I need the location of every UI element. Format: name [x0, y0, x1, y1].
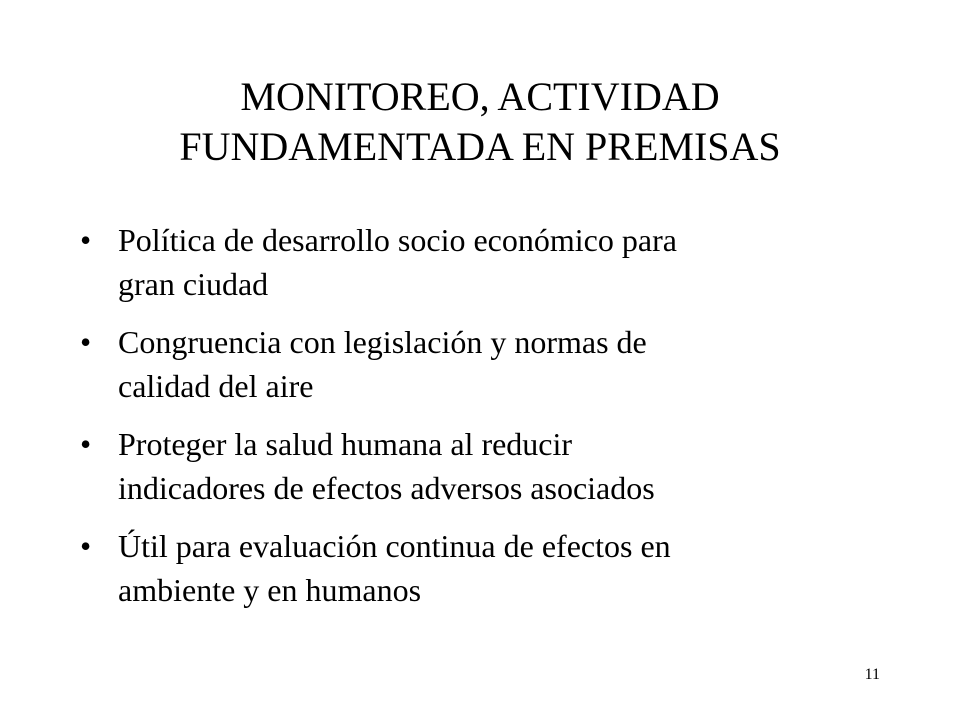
bullet-text-line: Política de desarrollo socio económico para [118, 222, 677, 258]
bullet-text-line: ambiente y en humanos [118, 572, 422, 608]
page-number: 11 [864, 666, 880, 683]
bullet-text-line: Proteger la salud humana al reducir [118, 426, 573, 462]
bullet-item [80, 422, 900, 510]
bullet-item [80, 320, 900, 408]
bullet-item [80, 524, 900, 612]
bullet-text-line: indicadores de efectos adversos asociados [118, 470, 655, 506]
bullet-text-line: Útil para evaluación continua de efectos en [118, 528, 671, 564]
bullet-marker: • [80, 528, 92, 564]
bullet-text-line: gran ciudad [118, 266, 269, 302]
bullet-marker: • [80, 426, 92, 462]
bullet-item [80, 218, 900, 306]
bullet-list [80, 218, 900, 626]
slide-title [80, 72, 880, 172]
bullet-text-line: Congruencia con legislación y normas de [118, 324, 647, 360]
bullet-text-line: calidad del aire [118, 368, 314, 404]
bullet-marker: • [80, 324, 92, 360]
slide-title-line: FUNDAMENTADA EN PREMISAS [179, 124, 781, 169]
slide-title-line: MONITOREO, ACTIVIDAD [240, 74, 720, 119]
bullet-marker: • [80, 222, 92, 258]
